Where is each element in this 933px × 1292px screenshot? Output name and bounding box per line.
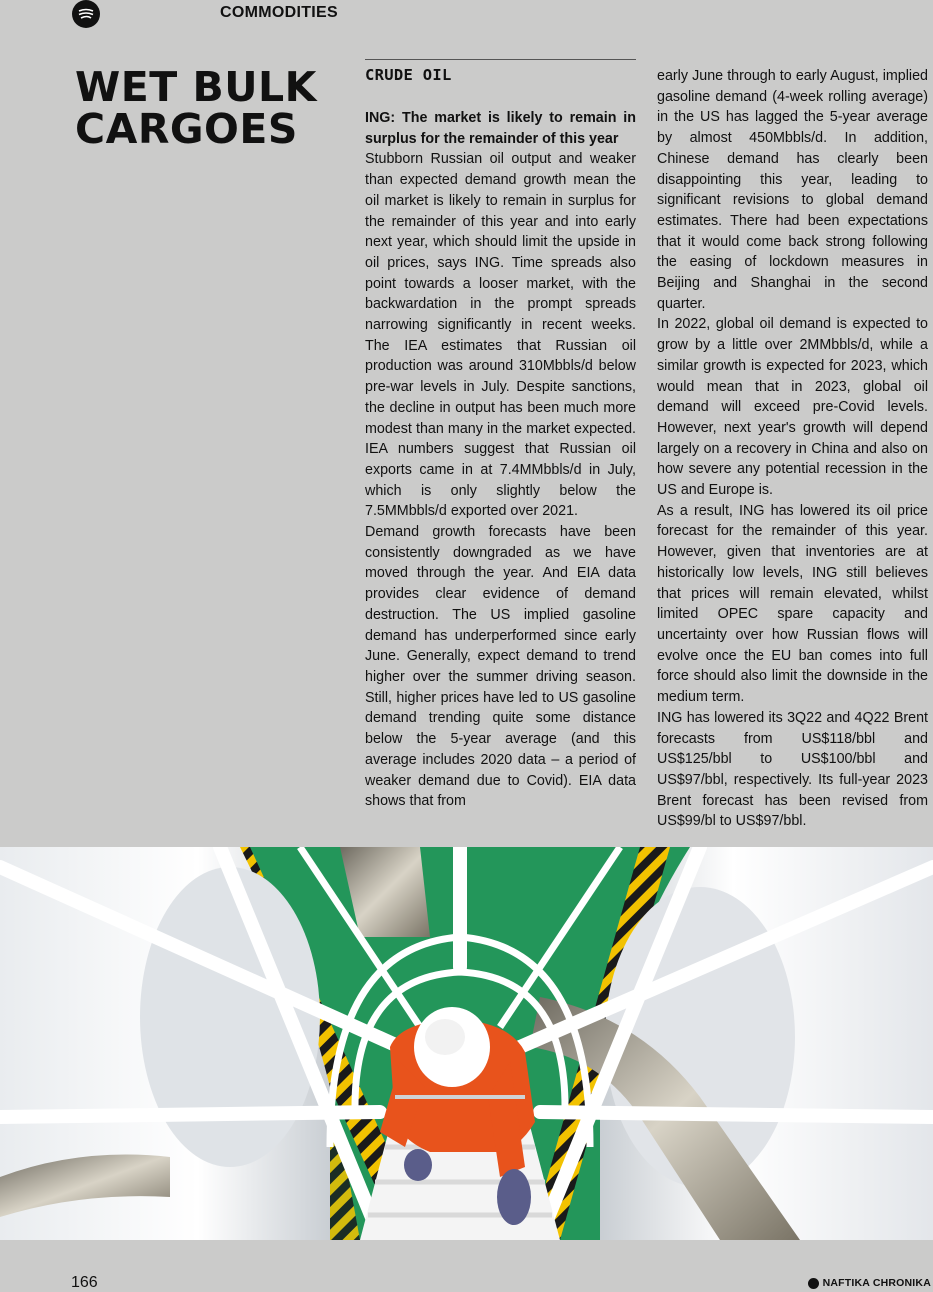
body-paragraph: Demand growth forecasts have been consistently downgraded as we have moved through the year. And EIA data provides clear evidence of demand destruction. The US implied gasoline demand has underperformed since early June. Generally, expect demand to trend higher over the summer driving season. Still, higher prices have led to US gasoline demand trending quite some distance below the 5-year average (and this average includes 2020 data – a period of weaker demand due to Covid). EIA data shows that from (365, 524, 636, 810)
brand-name: NAFTIKA CHRONIKA (822, 1277, 931, 1289)
column-divider (365, 59, 636, 60)
body-paragraph: Stubborn Russian oil output and weaker than expected demand growth mean the oil market is likely to remain in surplus for the remainder of this year and into early next year, which should limit the upside in oil prices, says ING. Time spreads also point towards a looser market, with the backwardation in the prompt spreads narrowing significantly in recent weeks. The IEA estimates that Russian oil production was around 310Mbbls/d below pre-war levels in July. Despite sanctions, the decline in output has been much more modest than many in the market expected. IEA numbers suggest that Russian oil exports came in at 7.4MMbbls/d in July, which is only slightly below the 7.5MMbbls/d exported over 2021. (365, 151, 636, 520)
page-number: 166 (71, 1274, 98, 1291)
brand-logo-icon (808, 1278, 819, 1289)
article-title: WET BULK CARGOES (75, 63, 317, 153)
chronika-logo-icon (72, 0, 100, 28)
footer-brand (808, 1277, 931, 1289)
body-paragraph: In 2022, global oil demand is expected to grow by a little over 2MMbbls/d, while a similar growth is expected for 2023, which would mean that in 2023, global oil demand will exceed pre-Covid levels. However, next year's growth will depend largely on a recovery in China and also on how severe any potential recession in the US and Europe is. (657, 316, 928, 499)
body-paragraph: As a result, ING has lowered its oil price forecast for the remainder of this year. However, given that inventories are at historically low levels, ING still believes that prices will remain elevated, whilst limited OPEC spare capacity and uncertainty over how Russian flows will evolve once the EU ban comes into full force should also limit the downside in the medium term. (657, 502, 928, 706)
lead-paragraph: ING: The market is likely to remain in surplus for the remainder of this year (365, 110, 636, 147)
body-paragraph: ING has lowered its 3Q22 and 4Q22 Brent forecasts from US$118/bbl and US$125/bbl to US$100/bbl and US$97/bbl, respectively. Its full-year 2023 Brent forecast has been revised from US$99/bl to US$97/bbl. (657, 709, 928, 830)
body-paragraph: early June through to early August, implied gasoline demand (4-week rolling average) in the US has lagged the 5-year average by almost 450Mbbls/d. In addition, Chinese demand has clearly been disappointing this year, leading to significant revisions to global demand estimates. There had been expectations that it would come back strong following the easing of lockdown measures in Beijing and Shanghai in the second quarter. (657, 68, 928, 312)
section-label: COMMODITIES (220, 4, 338, 21)
text-column-2 (657, 66, 928, 832)
worker-climbing-ladder-illustration (0, 847, 933, 1240)
tanker-deck-photo (0, 847, 933, 1240)
article-subhead: CRUDE OIL (365, 66, 452, 84)
text-column-1 (365, 108, 636, 812)
